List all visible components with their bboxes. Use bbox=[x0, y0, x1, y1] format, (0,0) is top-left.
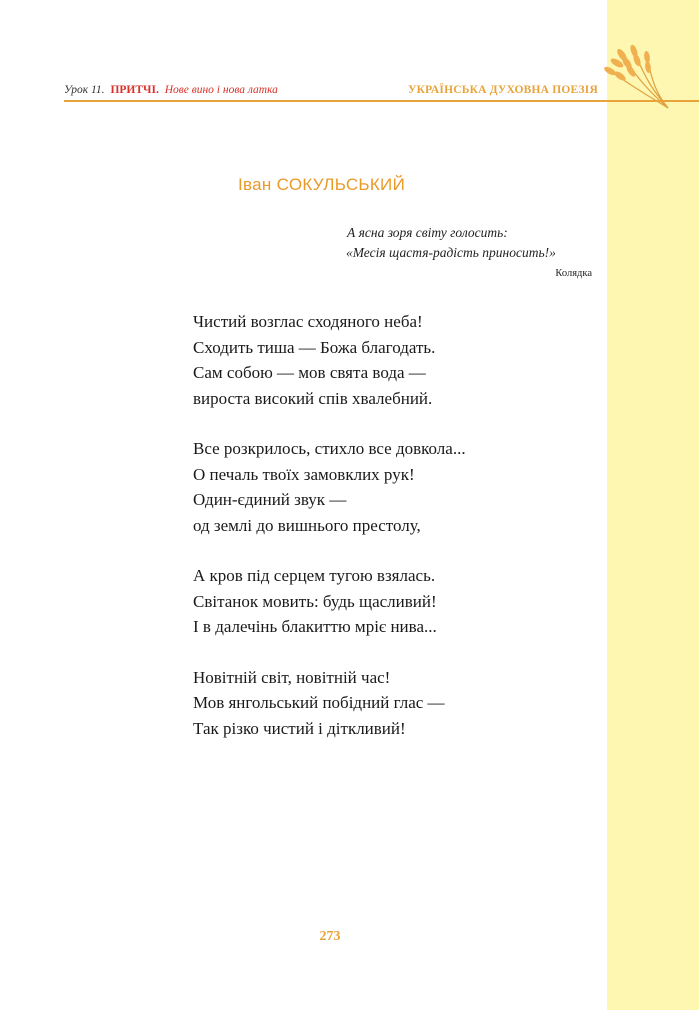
epigraph-line: А ясна зоря світу голосить: bbox=[347, 225, 508, 240]
poem-line: Один-єдиний звук — bbox=[193, 490, 347, 509]
poem-line: Все розкрилось, стихло все довкола... bbox=[193, 439, 466, 458]
running-header bbox=[64, 82, 598, 100]
section-title: УКРАЇНСЬКА ДУХОВНА ПОЕЗІЯ bbox=[408, 84, 598, 96]
poem-line: Сходить тиша — Божа благодать. bbox=[193, 337, 436, 357]
epigraph-line: «Месія щастя-радість приносить!» bbox=[346, 245, 556, 260]
epigraph-source: Колядка bbox=[555, 268, 592, 279]
poem-line: І в далечінь блакиттю мріє нива... bbox=[193, 617, 437, 636]
author-name: Іван СОКУЛЬСЬКИЙ bbox=[238, 175, 406, 194]
poem-line: А кров під серцем тугою взялась. bbox=[193, 566, 436, 585]
poem-line: О печаль твоїх замовклих рук! bbox=[193, 464, 415, 484]
stanza bbox=[193, 309, 593, 411]
poem-line: Сам собою — мов свята вода — bbox=[193, 363, 426, 382]
poem-line: од землі до вишнього престолу, bbox=[193, 515, 421, 535]
wheat-icon bbox=[596, 38, 674, 116]
epigraph bbox=[300, 223, 592, 284]
side-color-band bbox=[607, 0, 699, 1010]
poem-line: вироста високий спів хвалебний. bbox=[193, 388, 433, 408]
page-number: 273 bbox=[319, 929, 341, 944]
poem-line: Світанок мовить: будь щасливий! bbox=[193, 591, 437, 611]
lesson-number: Урок 11. bbox=[64, 84, 105, 96]
stanza bbox=[193, 665, 593, 742]
header-divider bbox=[64, 100, 699, 102]
stanza bbox=[193, 436, 593, 538]
stanza bbox=[193, 563, 593, 640]
poem-line: Новітній світ, новітній час! bbox=[193, 667, 391, 687]
poem-body bbox=[193, 309, 593, 766]
poem-line: Мов янгольський побідний глас — bbox=[193, 693, 445, 712]
poem-line: Чистий возглас сходяного неба! bbox=[193, 312, 423, 331]
poem-line: Так різко чистий і діткливий! bbox=[193, 718, 406, 738]
lesson-subtopic: Нове вино і нова латка bbox=[164, 84, 278, 96]
lesson-topic: ПРИТЧІ. bbox=[110, 84, 159, 96]
